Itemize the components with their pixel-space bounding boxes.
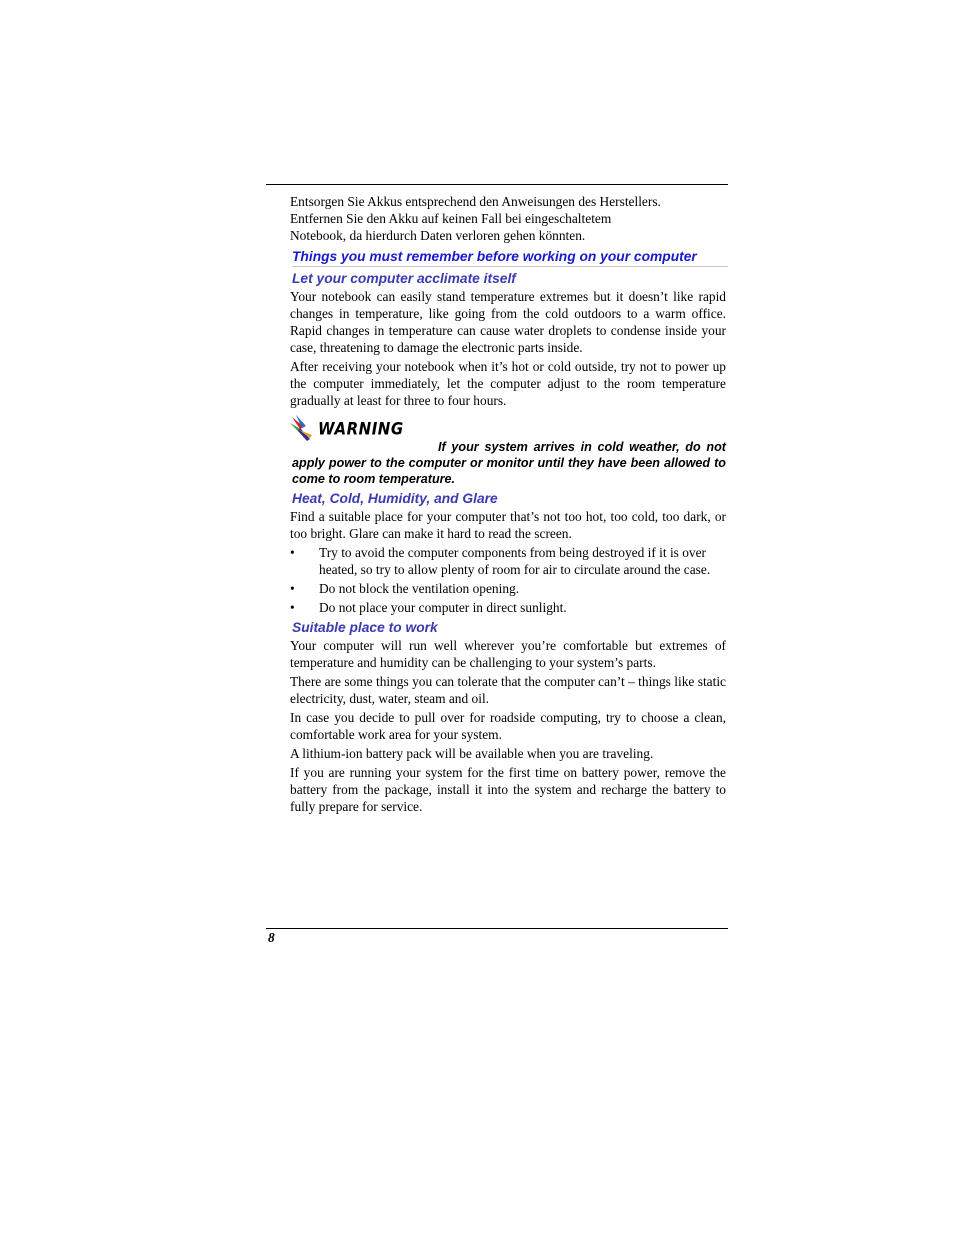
warning-callout [290, 415, 726, 487]
heat-paragraph-1: Find a suitable place for your computer that’s not too hot, too cold, too dark, or too bright. Glare can make it hard to read the screen. [290, 509, 726, 541]
workplace-heading: Suitable place to work [292, 620, 438, 635]
heat-heading: Heat, Cold, Humidity, and Glare [292, 491, 498, 506]
list-item [290, 599, 726, 616]
list-item [290, 544, 726, 578]
bullet-text: Try to avoid the computer components from being destroyed if it is over heated, so try to allow plenty of room for air to circulate around the case. [319, 545, 711, 577]
heat-bullet-list [290, 544, 726, 616]
list-item [290, 580, 726, 597]
bullet-icon: • [290, 600, 295, 615]
warning-text: If your system arrives in cold weather, do not apply power to the computer or monitor until they have been allowed to come to room temperature. [292, 440, 726, 486]
section-title: Things you must remember before working on your computer [292, 249, 728, 267]
warning-label: WARNING [318, 419, 404, 439]
acclimate-paragraph-1: Your notebook can easily stand temperature extremes but it doesn’t like rapid changes in temperature, like going from the cold outdoors to a warm office. Rapid changes in temperature can cause water droplets to condense inside your case, threatening to damage the electronic parts inside. [290, 289, 726, 355]
workplace-paragraph-3: In case you decide to pull over for roadside computing, try to choose a clean, comfortable work area for your system. [290, 710, 726, 742]
intro-line: Entfernen Sie den Akku auf keinen Fall bei eingeschaltetem [290, 211, 612, 226]
workplace-paragraph-2: There are some things you can tolerate that the computer can’t – things like static electricity, dust, water, steam and oil. [290, 674, 726, 706]
intro-line: Entsorgen Sie Akkus entsprechend den Anweisungen des Herstellers. [290, 194, 661, 209]
header-rule [266, 184, 728, 185]
warning-arrow-icon [290, 415, 316, 443]
workplace-paragraph-5: If you are running your system for the first time on battery power, remove the battery from the package, install it into the system and recharge the battery to fully prepare for service. [290, 765, 726, 814]
workplace-paragraph-1: Your computer will run well wherever you’re comfortable but extremes of temperature and humidity can be challenging to your system’s parts. [290, 638, 726, 670]
bullet-text: Do not block the ventilation opening. [319, 581, 520, 596]
bullet-text: Do not place your computer in direct sunlight. [319, 600, 567, 615]
page-number: 8 [268, 930, 275, 945]
intro-line: Notebook, da hierdurch Daten verloren gehen könnten. [290, 228, 586, 243]
bullet-icon: • [290, 581, 295, 596]
intro-paragraph [290, 193, 726, 244]
page-content [290, 193, 726, 817]
acclimate-paragraph-2: After receiving your notebook when it’s hot or cold outside, try not to power up the computer immediately, let the computer adjust to the room temperature gradually at least for three to four hours. [290, 359, 726, 408]
workplace-paragraph-4: A lithium-ion battery pack will be available when you are traveling. [290, 746, 654, 761]
footer-rule [266, 928, 728, 929]
acclimate-heading: Let your computer acclimate itself [292, 271, 516, 286]
bullet-icon: • [290, 545, 295, 560]
